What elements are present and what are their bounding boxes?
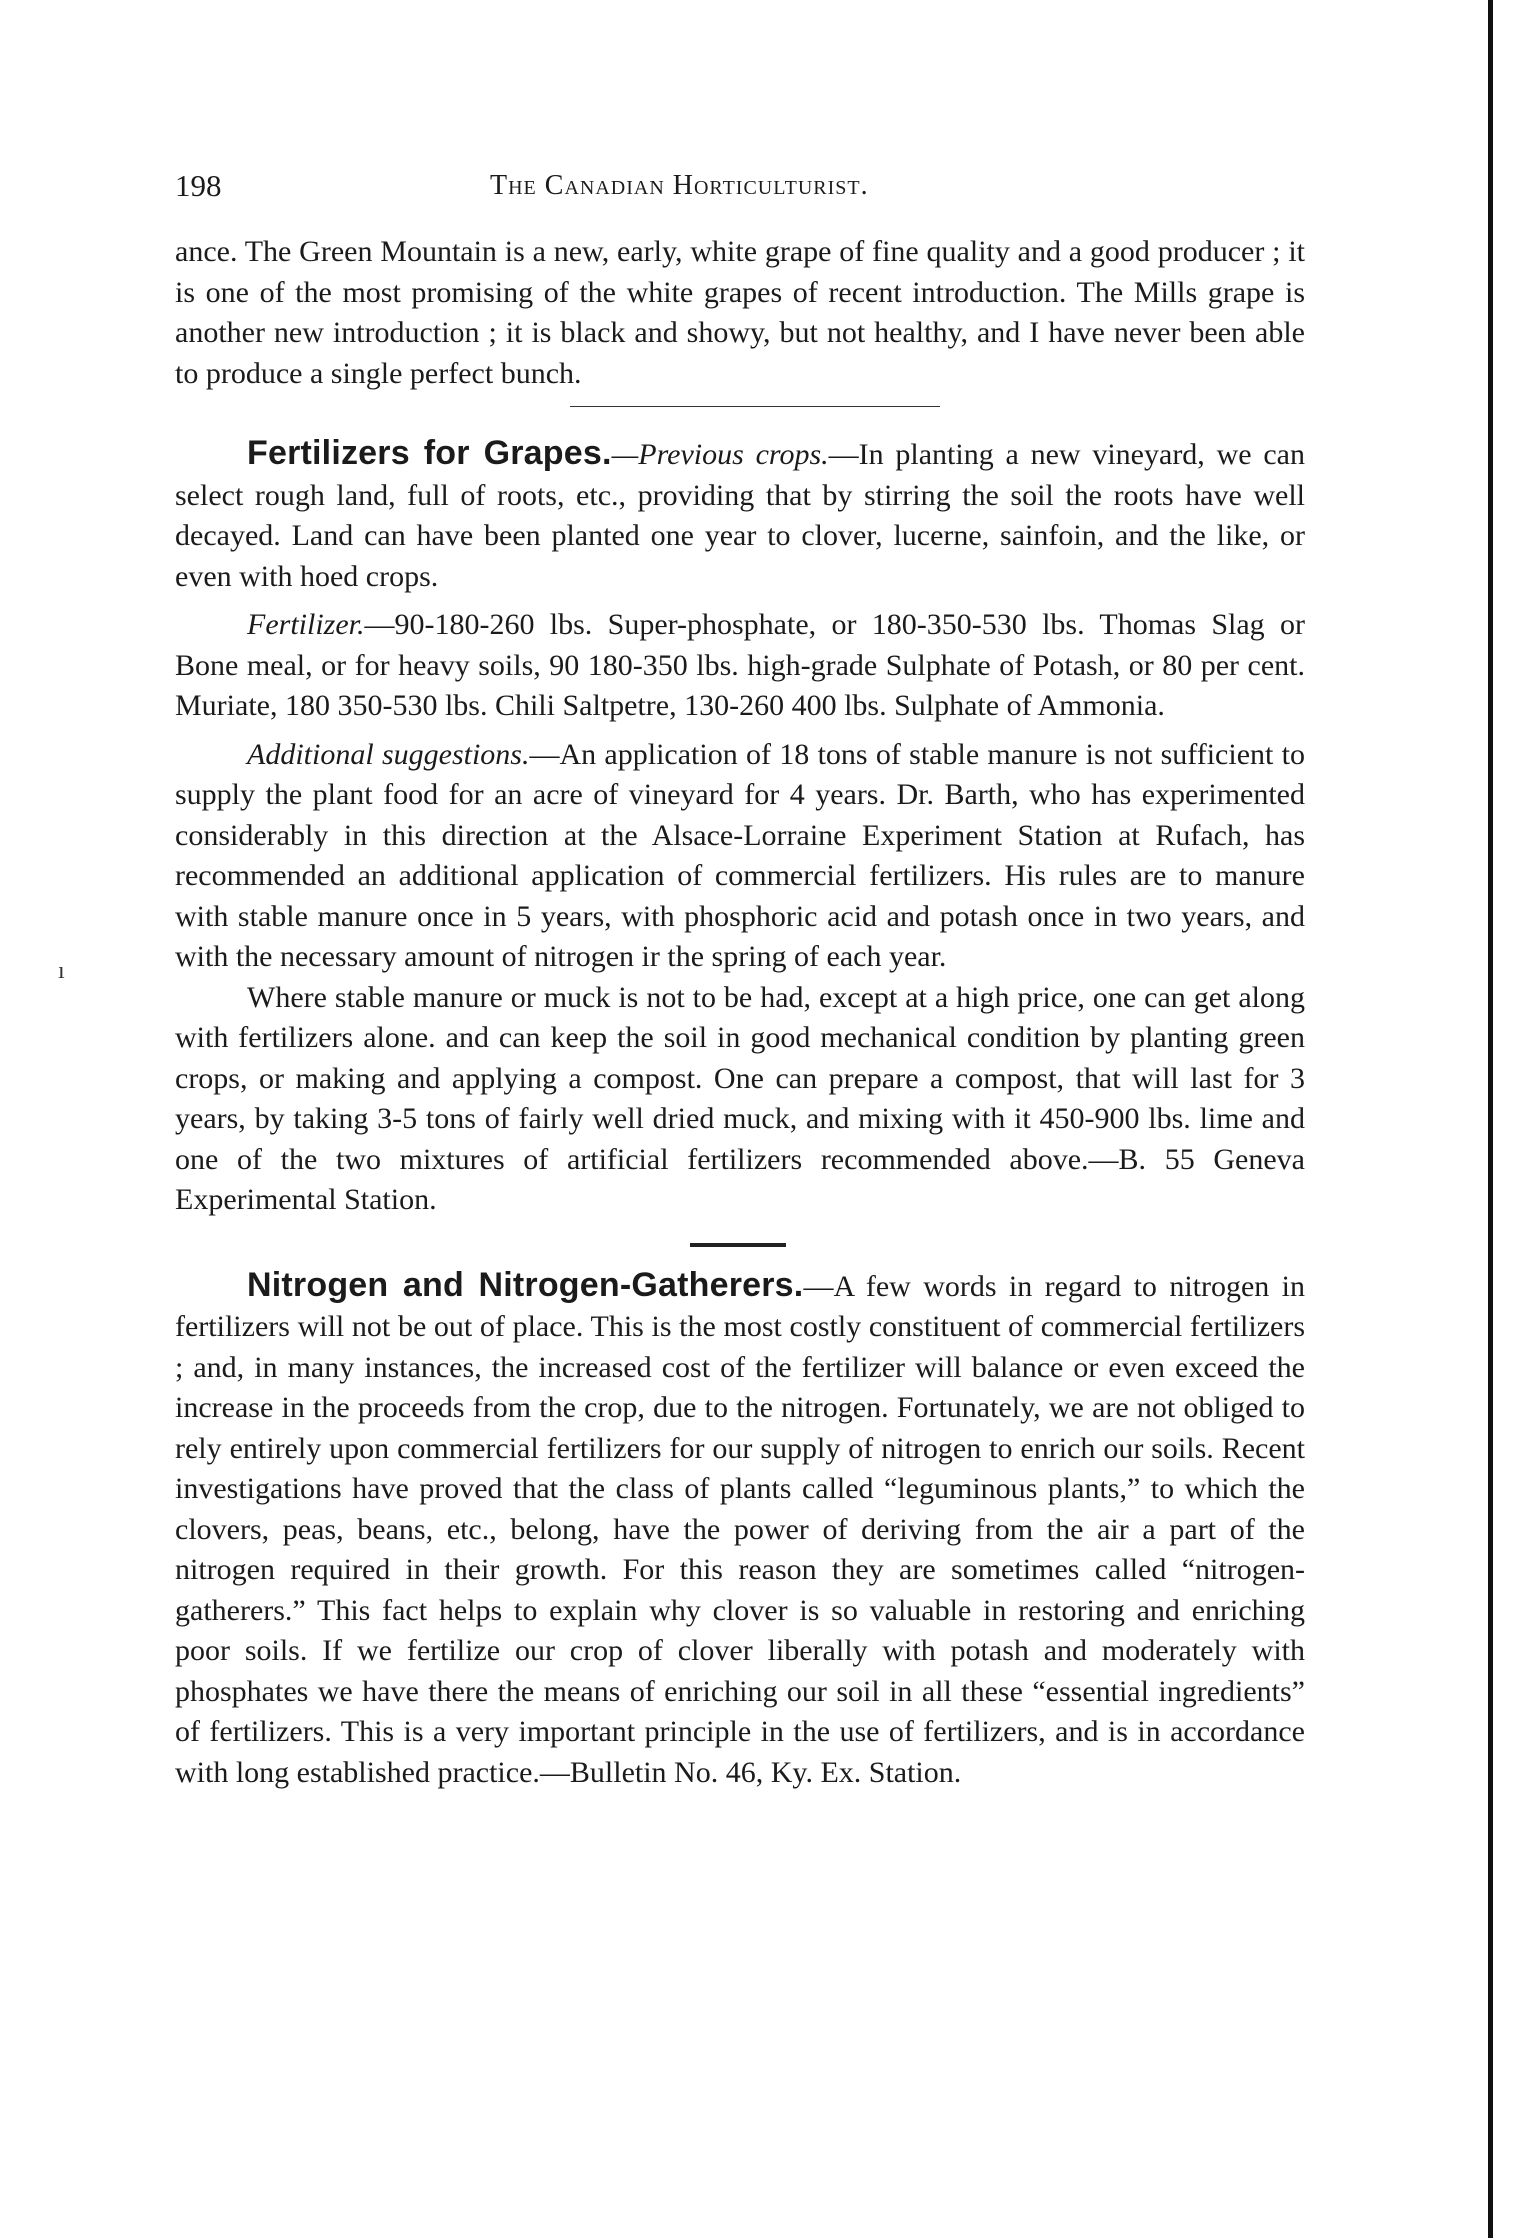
page-header	[175, 168, 1305, 208]
running-title: The Canadian Horticulturist.	[490, 170, 869, 201]
article-nitrogen-heading: Nitrogen and Nitrogen-Gatherers.	[247, 1265, 804, 1304]
page-body	[175, 232, 1305, 1793]
fertilizer-label: Fertilizer.	[247, 608, 365, 641]
article-divider	[690, 1243, 786, 1247]
page-number: 198	[175, 168, 222, 203]
stray-mark: ı	[58, 958, 65, 984]
page-binding-edge	[1488, 0, 1493, 2238]
intro-paragraph: ance. The Green Mountain is a new, early, white grape of fine quality and a good producer ; it is one of the most promising of the white grapes of recent introduction. The Mills grape is another new introduction ; it is black and showy, but not healthy, and I have never been able to produce a single perfect bunch.	[175, 235, 1305, 390]
additional-suggestions-label: Additional suggestions.	[247, 737, 530, 771]
article-fertilizers-paragraph-2	[175, 605, 1305, 727]
article-nitrogen-paragraph	[175, 1265, 1305, 1794]
fertilizer-text: —90-180-260 lbs. Super-phosphate, or 180-350-530 lbs. Thomas Slag or Bone meal, or for heavy soils, 90 180-350 lbs. high-grade Sulphate of Potash, or 80 per cent. Muriate, 180 350-530 lbs. Chili Saltpetre, 130-260 400 lbs. Sulphate of Ammonia.	[175, 608, 1305, 722]
section-divider	[570, 406, 940, 407]
article-fertilizers-paragraph-1	[175, 433, 1305, 597]
article-fertilizers-paragraph-4: Where stable manure or muck is not to be had, except at a high price, one can get along with fertilizers alone. and can keep the soil in good mechanical condition by planting green crops, or making and applying a compost. One can prepare a compost, that will last for 3 years, by taking 3-5 tons of fairly well dried muck, and mixing with it 450-900 lbs. lime and one of the two mixtures of artificial fertilizers recommended above.—B. 55 Geneva Experimental Station.	[175, 980, 1305, 1216]
previous-crops-text: —In planting a new vineyard, we can select rough land, full of roots, etc., providing that by stirring the soil the roots have well decayed. Land can have been planted one year to clover, lucerne, sainfoin, and the like, or even with hoed crops.	[175, 438, 1305, 593]
additional-suggestions-text: —An application of 18 tons of stable manure is not sufficient to supply the plant food for an acre of vineyard for 4 years. Dr. Barth, who has experimented considerably in this direction at the Alsace-Lorraine Experiment Station at Rufach, has recommended an additional application of commercial fertilizers. His rules are to manure with stable manure once in 5 years, with phosphoric acid and potash once in two years, and with the necessary amount of nitrogen ir the spring of each year.	[175, 737, 1305, 973]
previous-crops-label: —Previous crops.	[611, 438, 829, 471]
article-fertilizers-paragraph-3	[175, 735, 1305, 978]
article-nitrogen-text: —A few words in regard to nitrogen in fertilizers will not be out of place. This is the most costly constituent of commercial fertilizers ; and, in many instances, the increased cost of the fertilizer will balance or even exceed the increase in the proceeds from the crop, due to the nitrogen. Fortunately, we are not obliged to rely entirely upon commercial fertilizers for our supply of nitrogen to enrich our soils. Recent investigations have proved that the class of plants called “leguminous plants,” to which the clovers, peas, beans, etc., belong, have the power of deriving from the air a part of the nitrogen required in their growth. For this reason they are sometimes called “nitrogen-gatherers.” This fact helps to explain why clover is so valuable in restoring and enriching poor soils. If we fertilize our crop of clover liberally with potash and moderately with phosphates we have there the means of enriching our soil in all these “essential ingredients” of fertilizers. This is a very important principle in the use of fertilizers, and is in accordance with long established practice.—Bulletin No. 46, Ky. Ex. Station.	[175, 1269, 1306, 1789]
article-fertilizers-heading: Fertilizers for Grapes.	[247, 434, 612, 472]
